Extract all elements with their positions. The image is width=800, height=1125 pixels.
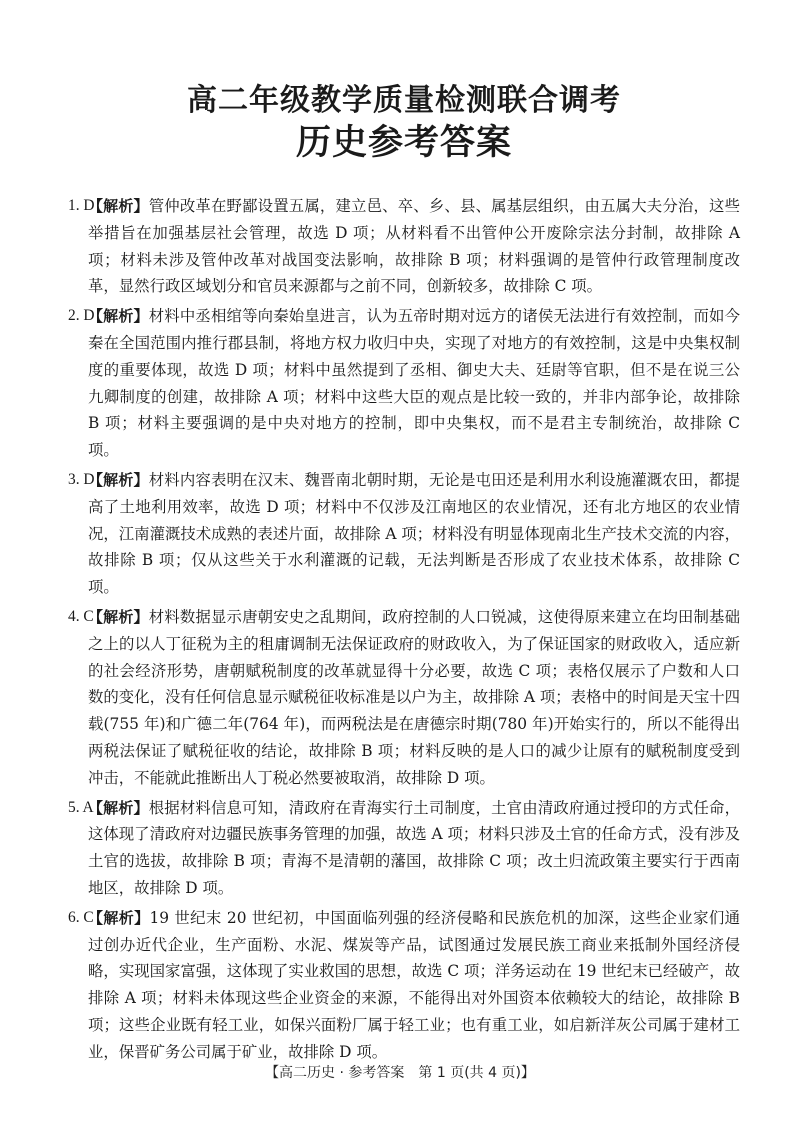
answer-number: 1. D xyxy=(68,197,95,214)
answer-text: 管仲改革在野鄙设置五属，建立邑、卒、乡、县、属基层组织，由五属大夫分治，这些举措旨在加强基层社会管理，故选 D 项；从材料看不出管仲公开废除宗法分封制，故排除 A 项；材料未涉及管仲改革对战国变法影响，故排除 B 项；材料强调的是管仲行政管理制度改革，显然行政区域划分和官员来源都与之前不同，创新较多，故排除 C 项。 xyxy=(88,197,740,296)
answer-number: 3. D xyxy=(68,470,95,488)
answer-number: 5. A xyxy=(68,798,94,816)
answer-number: 6. C xyxy=(68,908,94,926)
answer-text: 材料中丞相绾等向秦始皇进言，认为五帝时期对远方的诸侯无法进行有效控制，而如今秦在全国范围内推行郡县制，将地方权力收归中央，实现了对地方的有效控制，这是中央集权制度的重要体现，故选 D 项；材料中虽然提到了丞相、御史大夫、廷尉等官职，但不是在说三公九卿制度的创建，故排除 A 项；材料中这些大臣的观点是比较一致的，并非内部争论，故排除 B 项；材料主要强调的是中央对地方的控制，即中央集权，而不是君主专制统治，故排除 C 项。 xyxy=(88,307,740,460)
answer-number: 4. C xyxy=(68,607,94,625)
answer-item-1 xyxy=(68,193,740,300)
answer-item-3 xyxy=(68,467,740,601)
answer-item-2 xyxy=(68,303,740,464)
answer-item-6 xyxy=(68,905,740,1066)
analysis-tag: 【解析】 xyxy=(88,307,149,326)
document-title: 高二年级教学质量检测联合调考 xyxy=(187,83,621,118)
answer-list xyxy=(68,193,740,1066)
answer-text: 根据材料信息可知，清政府在青海实行土司制度，土官由清政府通过授印的方式任命，这体现了清政府对边疆民族事务管理的加强，故选 A 项；材料只涉及土官的任命方式，没有涉及土官的选拔，故排除 B 项；青海不是清朝的藩国，故排除 C 项；改土归流政策主要实行于西南地区，故排除 D 项。 xyxy=(88,798,740,897)
answer-text: 材料数据显示唐朝安史之乱期间，政府控制的人口锐减，这使得原来建立在均田制基础之上的以人丁征税为主的租庸调制无法保证政府的财政收入，为了保证国家的财政收入，适应新的社会经济形势，唐朝赋税制度的改革就显得十分必要，故选 C 项；表格仅展示了户数和人口数的变化，没有任何信息显示赋税征收标准是以户为主，故排除 A 项；表格中的时间是天宝十四载(755 年)和广德二年(764 年)，而两税法是在唐德宗时期(780 年)开始实行的，所以不能得出两税法保证了赋税征收的结论，故排除 B 项；材料反映的是人口的减少让原有的赋税制度受到冲击，不能就此推断出人丁税必然要被取消，故排除 D 项。 xyxy=(88,607,740,787)
answer-text: 材料内容表明在汉末、魏晋南北朝时期，无论是屯田还是利用水利设施灌溉农田，都提高了土地利用效率，故选 D 项；材料中不仅涉及江南地区的农业情况，还有北方地区的农业情况，江南灌溉技术成熟的表述片面，故排除 A 项；材料没有明显体现南北生产技术交流的内容，故排除 B 项；仅从这些关于水利灌溉的记载，无法判断是否形成了农业技术体系，故排除 C 项。 xyxy=(88,470,740,597)
answer-text: 19 世纪末 20 世纪初，中国面临列强的经济侵略和民族危机的加深，这些企业家们通过创办近代企业，生产面粉、水泥、煤炭等产品，试图通过发展民族工商业来抵制外国经济侵略，实现国家富强，这体现了实业救国的思想，故选 C 项；洋务运动在 19 世纪末已经破产，故排除 A 项；材料未体现这些企业资金的来源，不能得出对外国资本依赖较大的结论，故排除 B 项；这些企业既有轻工业，如保兴面粉厂属于轻工业；也有重工业，如启新洋灰公司属于建材工业，保晋矿务公司属于矿业，故排除 D 项。 xyxy=(88,908,740,1061)
answer-item-4 xyxy=(68,604,740,792)
answer-item-5 xyxy=(68,795,740,902)
analysis-tag: 【解析】 xyxy=(88,197,149,215)
analysis-tag: 【解析】 xyxy=(88,470,149,489)
page-footer: 【高二历史 · 参考答案 第 1 页(共 4 页)】 xyxy=(265,1065,535,1081)
analysis-tag: 【解析】 xyxy=(88,607,149,626)
answer-number: 2. D xyxy=(68,307,95,325)
document-subtitle: 历史参考答案 xyxy=(295,123,512,163)
analysis-tag: 【解析】 xyxy=(88,798,149,817)
analysis-tag: 【解析】 xyxy=(88,908,150,927)
